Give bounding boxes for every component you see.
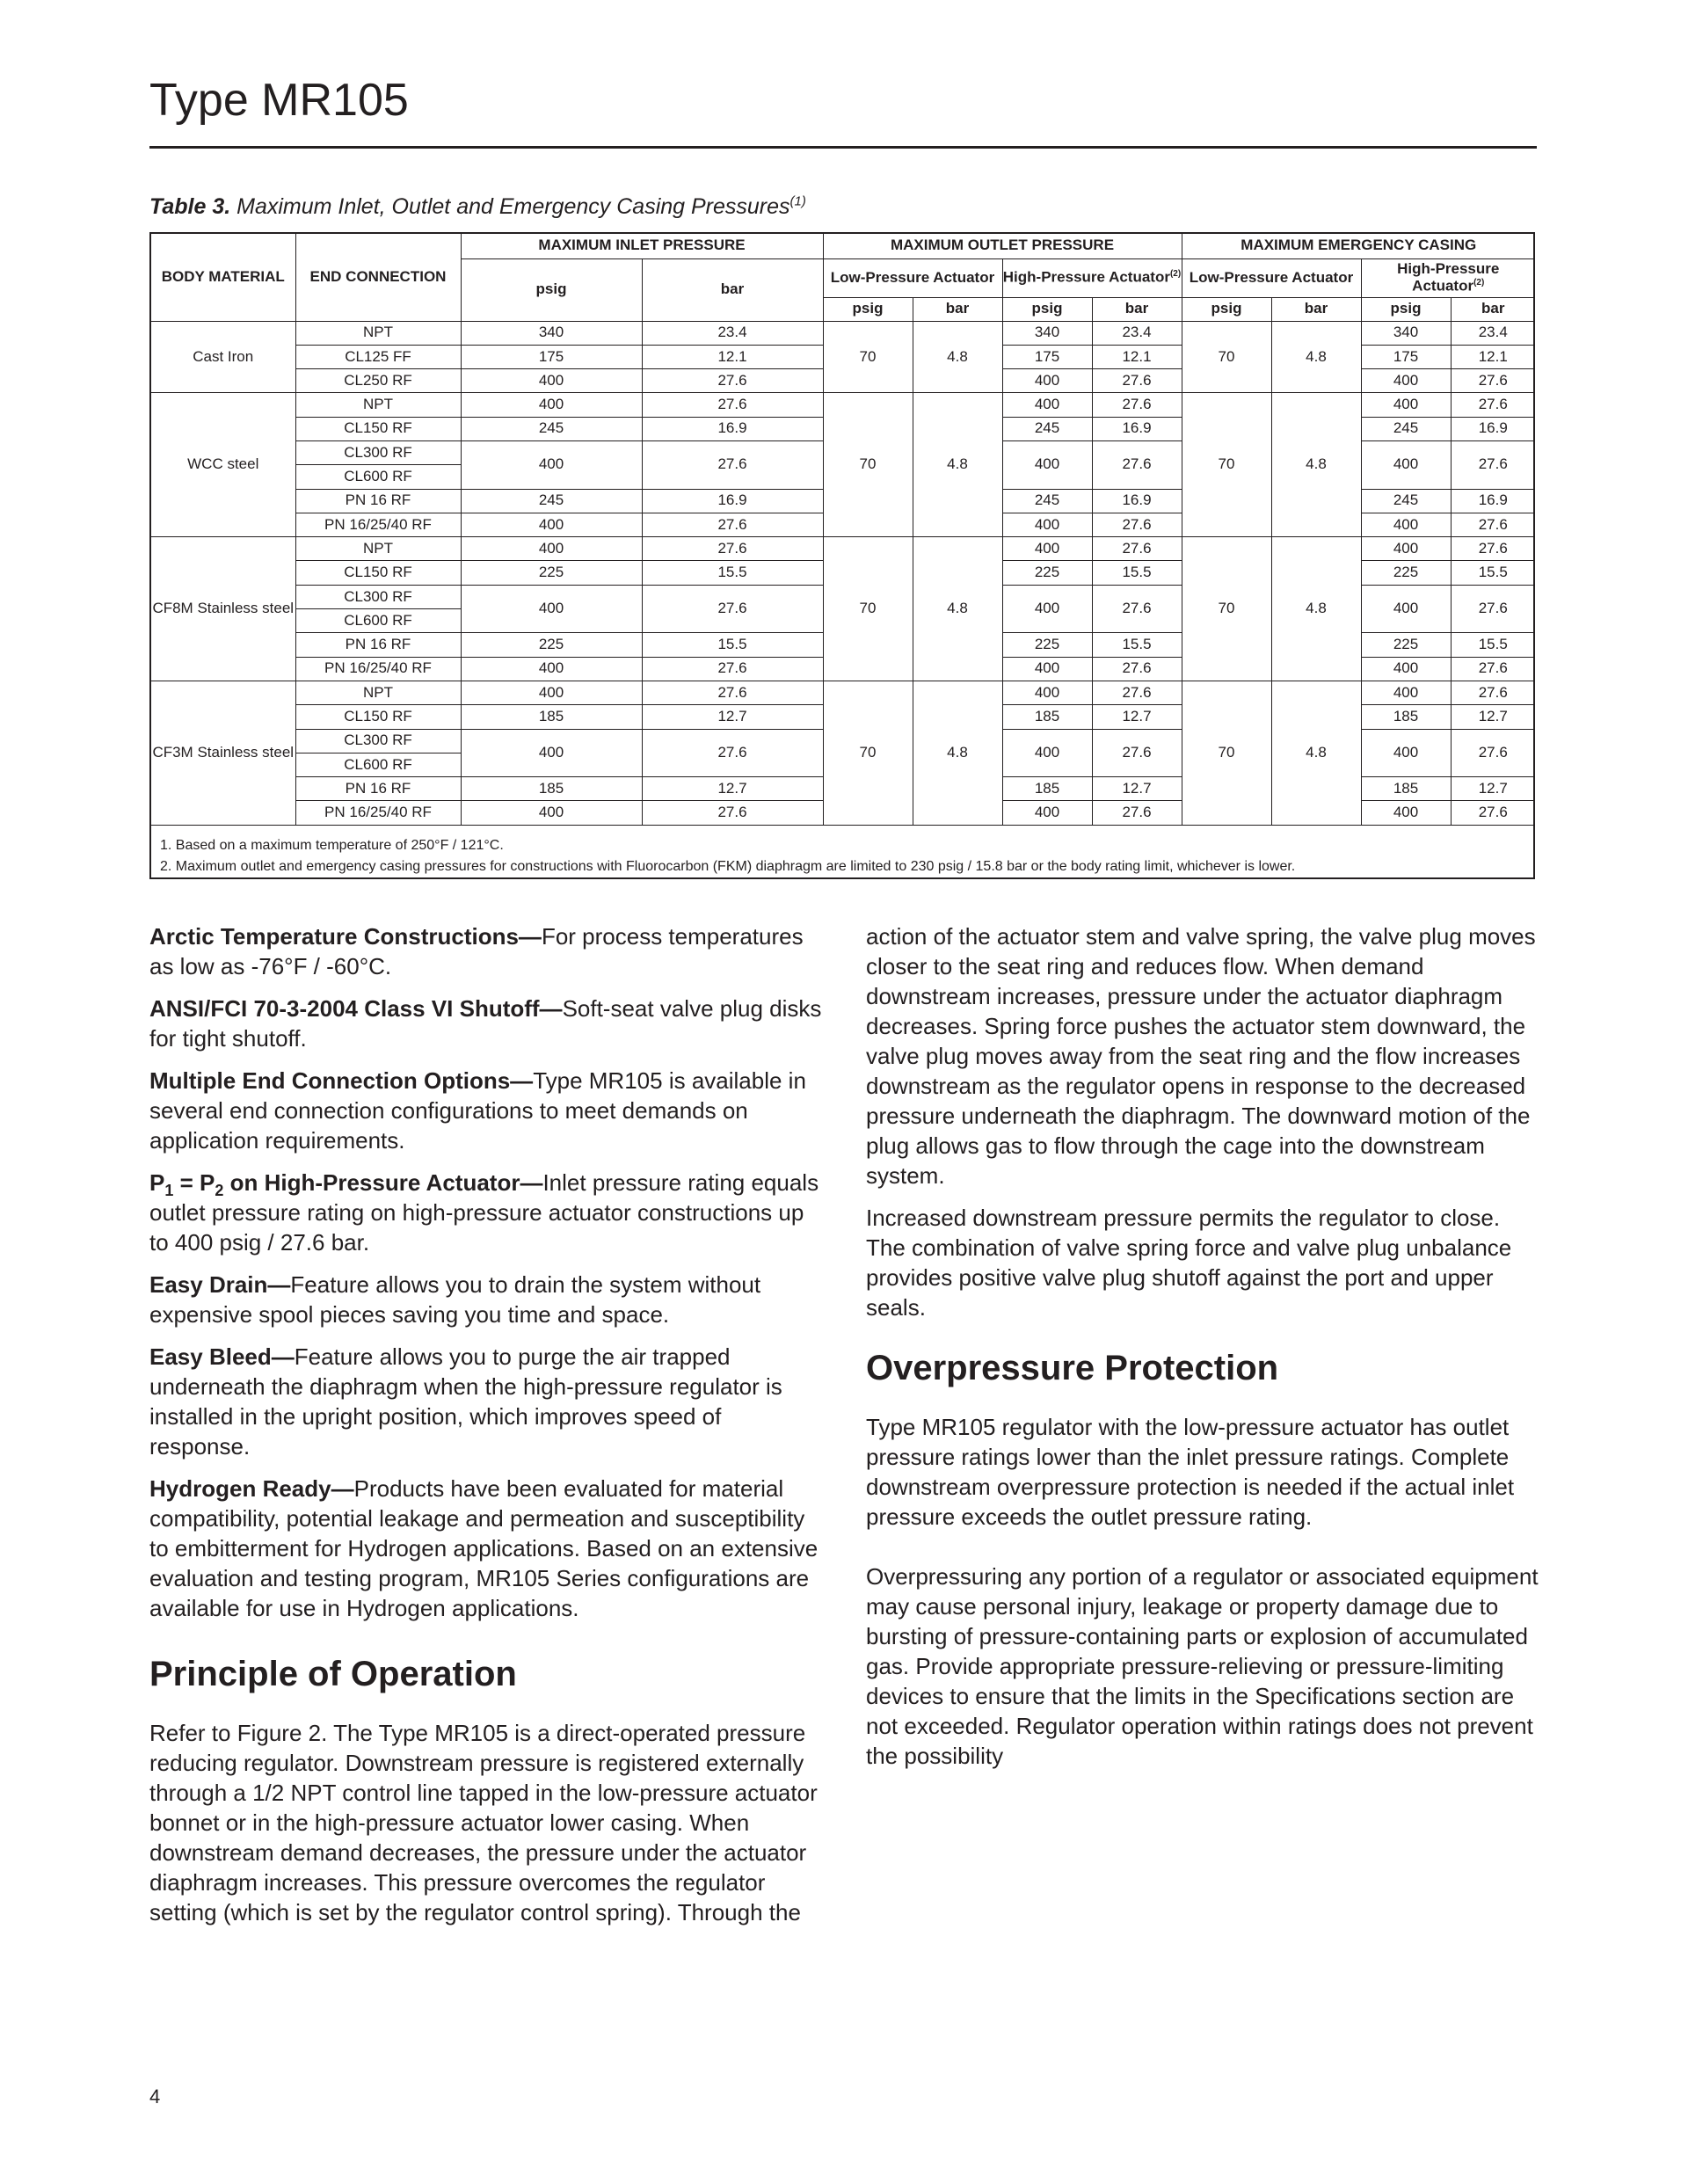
feature-text: Type MR105 is available in several end connection configurations to meet demands on application requirements. <box>149 1067 806 1154</box>
table-row <box>151 234 1535 258</box>
page-number: 4 <box>149 2086 161 2108</box>
outlet-high-bar-cell: 12.7 <box>1092 777 1182 801</box>
principle-heading: Principle of Operation <box>149 1655 517 1693</box>
outlet-low-bar-cell: 4.8 <box>913 393 1002 537</box>
emergency-high-bar-cell: 27.6 <box>1451 657 1535 681</box>
inlet-psig-cell: 400 <box>461 681 642 704</box>
emergency-high-psig-cell: 175 <box>1361 345 1451 368</box>
outlet-high-bar-cell: 15.5 <box>1092 561 1182 585</box>
principle-paragraph-2: Increased downstream pressure permits the regulator to close. The combination of valve spring force and valve plug unbalance provides positive valve plug shutoff against the port and upper seals. <box>866 1205 1512 1321</box>
outlet-low-psig-cell: 70 <box>823 321 913 393</box>
header-psig: psig <box>823 297 913 321</box>
emergency-high-bar-cell: 16.9 <box>1451 489 1535 513</box>
feature-end-connection <box>149 1066 826 1155</box>
emergency-low-psig-cell: 70 <box>1182 321 1271 393</box>
inlet-bar-cell: 27.6 <box>642 537 823 561</box>
outlet-high-bar-cell: 27.6 <box>1092 369 1182 393</box>
feature-easy-drain <box>149 1270 826 1329</box>
inlet-bar-cell: 27.6 <box>642 585 823 633</box>
inlet-bar-cell: 15.5 <box>642 633 823 657</box>
emergency-low-bar-cell: 4.8 <box>1271 321 1361 393</box>
outlet-high-bar-cell: 27.6 <box>1092 801 1182 825</box>
outlet-high-bar-cell: 27.6 <box>1092 537 1182 561</box>
table-caption-label: Table 3. <box>149 194 231 219</box>
feature-lead: Easy Bleed— <box>149 1343 295 1370</box>
outlet-high-bar-cell: 16.9 <box>1092 489 1182 513</box>
outlet-high-psig-cell: 400 <box>1002 513 1092 536</box>
inlet-psig-cell: 245 <box>461 417 642 440</box>
end-connection-cell: PN 16/25/40 RF <box>295 513 461 536</box>
feature-p1-p2 <box>149 1168 826 1257</box>
feature-text: Products have been evaluated for material compatibility, potential leakage and permeation and susceptibility to embitterment for Hydrogen applications. Based on an extensive evaluation and testing program, MR105 Series configurations are available for use in Hydrogen applications. <box>149 1475 819 1621</box>
emergency-low-psig-cell: 70 <box>1182 393 1271 537</box>
header-inlet-bar: bar <box>642 258 823 321</box>
emergency-high-bar-cell: 27.6 <box>1451 801 1535 825</box>
end-connection-cell: CL300 RF <box>295 585 461 608</box>
overpressure-paragraph-2: Overpressuring any portion of a regulator or associated equipment may cause personal injury, leakage or property damage due to bursting of pressure-containing parts or explosion of accumulated gas. Provide appropriate pressure-relieving or pressure-limiting devices to ensure that the limits in the Specifications section are not exceeded. Regulator operation within ratings does not prevent the possibility <box>866 1563 1539 1769</box>
emergency-high-psig-cell: 225 <box>1361 561 1451 585</box>
header-bar: bar <box>1271 297 1361 321</box>
end-connection-cell: CL250 RF <box>295 369 461 393</box>
header-max-emergency: MAXIMUM EMERGENCY CASING <box>1182 234 1535 258</box>
header-bar: bar <box>1451 297 1535 321</box>
inlet-psig-cell: 400 <box>461 369 642 393</box>
outlet-high-psig-cell: 340 <box>1002 321 1092 345</box>
pressure-table-box <box>149 232 1535 879</box>
inlet-bar-cell: 12.1 <box>642 345 823 368</box>
inlet-psig-cell: 245 <box>461 489 642 513</box>
header-body-material: BODY MATERIAL <box>151 234 295 321</box>
feature-lead: Multiple End Connection Options— <box>149 1067 534 1094</box>
end-connection-cell: NPT <box>295 393 461 417</box>
inlet-bar-cell: 27.6 <box>642 729 823 777</box>
header-psig: psig <box>1182 297 1271 321</box>
emergency-high-bar-cell: 27.6 <box>1451 537 1535 561</box>
inlet-psig-cell: 400 <box>461 537 642 561</box>
inlet-bar-cell: 27.6 <box>642 393 823 417</box>
emergency-high-psig-cell: 400 <box>1361 801 1451 825</box>
outlet-high-psig-cell: 400 <box>1002 440 1092 489</box>
header-emergency-low-actuator: Low-Pressure Actuator <box>1182 258 1361 297</box>
inlet-bar-cell: 27.6 <box>642 681 823 704</box>
emergency-high-psig-cell: 340 <box>1361 321 1451 345</box>
feature-text: Feature allows you to drain the system without expensive spool pieces saving you time and space. <box>149 1271 761 1328</box>
emergency-high-bar-cell: 16.9 <box>1451 417 1535 440</box>
title-rule <box>149 146 1537 149</box>
outlet-high-bar-cell: 27.6 <box>1092 393 1182 417</box>
feature-easy-bleed <box>149 1342 826 1461</box>
inlet-psig-cell: 225 <box>461 633 642 657</box>
inlet-psig-cell: 400 <box>461 440 642 489</box>
header-end-connection: END CONNECTION <box>295 234 461 321</box>
end-connection-cell: CL300 RF <box>295 729 461 753</box>
end-connection-cell: PN 16 RF <box>295 633 461 657</box>
emergency-high-bar-cell: 23.4 <box>1451 321 1535 345</box>
feature-hydrogen <box>149 1474 826 1623</box>
end-connection-cell: PN 16/25/40 RF <box>295 657 461 681</box>
emergency-low-psig-cell: 70 <box>1182 537 1271 681</box>
outlet-high-psig-cell: 400 <box>1002 729 1092 777</box>
outlet-high-psig-cell: 400 <box>1002 585 1092 633</box>
outlet-high-bar-cell: 16.9 <box>1092 417 1182 440</box>
end-connection-cell: NPT <box>295 321 461 345</box>
emergency-high-psig-cell: 400 <box>1361 585 1451 633</box>
lead-eq: = P <box>173 1169 215 1196</box>
outlet-low-psig-cell: 70 <box>823 393 913 537</box>
outlet-high-psig-cell: 400 <box>1002 369 1092 393</box>
emergency-high-psig-cell: 225 <box>1361 633 1451 657</box>
body-material-cell: WCC steel <box>151 393 295 537</box>
inlet-bar-cell: 16.9 <box>642 489 823 513</box>
emergency-high-bar-cell: 27.6 <box>1451 681 1535 704</box>
emergency-high-bar-cell: 15.5 <box>1451 561 1535 585</box>
emergency-high-psig-cell: 185 <box>1361 777 1451 801</box>
emergency-high-bar-cell: 12.7 <box>1451 705 1535 729</box>
inlet-psig-cell: 225 <box>461 561 642 585</box>
inlet-psig-cell: 400 <box>461 801 642 825</box>
end-connection-cell: CL300 RF <box>295 440 461 464</box>
table-row <box>151 681 1535 704</box>
emergency-high-psig-cell: 400 <box>1361 681 1451 704</box>
emergency-high-bar-cell: 27.6 <box>1451 393 1535 417</box>
end-connection-cell: CL150 RF <box>295 417 461 440</box>
table-footnotes <box>160 835 1295 877</box>
outlet-high-bar-cell: 15.5 <box>1092 633 1182 657</box>
feature-text: For process temperatures as low as -76°F / -60°C. <box>149 923 804 979</box>
outlet-high-bar-cell: 27.6 <box>1092 657 1182 681</box>
outlet-low-bar-cell: 4.8 <box>913 681 1002 825</box>
outlet-high-bar-cell: 27.6 <box>1092 585 1182 633</box>
inlet-psig-cell: 340 <box>461 321 642 345</box>
inlet-bar-cell: 23.4 <box>642 321 823 345</box>
outlet-low-bar-cell: 4.8 <box>913 321 1002 393</box>
header-outlet-low-actuator: Low-Pressure Actuator <box>823 258 1002 297</box>
outlet-high-psig-cell: 245 <box>1002 417 1092 440</box>
table-footnote-2: 2. Maximum outlet and emergency casing pressures for constructions with Fluorocarbon (FKM) diaphragm are limited to 230 psig / 15.8 bar or the body rating limit, whichever is lower. <box>160 859 1296 874</box>
principle-paragraph-1-cont: action of the actuator stem and valve spring, the valve plug moves closer to the seat ring and reduces flow. When demand downstream increases, pressure under the actuator diaphragm decreases. Spring force pushes the actuator stem downward, the valve plug moves away from the seat ring and the flow increases downstream as the regulator opens in response to the decreased pressure underneath the diaphragm. The downward motion of the plug allows gas to flow through the cage into the downstream system. <box>866 923 1536 1189</box>
feature-lead: Easy Drain— <box>149 1271 291 1298</box>
lead-p: P <box>149 1169 165 1196</box>
overpressure-paragraph-1: Type MR105 regulator with the low-pressure actuator has outlet pressure ratings lower than the inlet pressure ratings. Complete downstream overpressure protection is needed if the actual inlet pressure exceeds the outlet pressure rating. <box>866 1414 1515 1530</box>
header-bar: bar <box>913 297 1002 321</box>
inlet-bar-cell: 15.5 <box>642 561 823 585</box>
outlet-high-psig-cell: 225 <box>1002 561 1092 585</box>
emergency-high-bar-cell: 27.6 <box>1451 729 1535 777</box>
table-footnote-1: 1. Based on a maximum temperature of 250°F / 121°C. <box>160 838 504 853</box>
outlet-high-bar-cell: 27.6 <box>1092 729 1182 777</box>
pressure-table <box>151 234 1535 826</box>
outlet-low-psig-cell: 70 <box>823 681 913 825</box>
inlet-bar-cell: 27.6 <box>642 440 823 489</box>
inlet-psig-cell: 175 <box>461 345 642 368</box>
emergency-high-psig-cell: 400 <box>1361 393 1451 417</box>
emergency-high-psig-cell: 400 <box>1361 440 1451 489</box>
outlet-high-bar-cell: 27.6 <box>1092 513 1182 536</box>
outlet-high-bar-cell: 27.6 <box>1092 681 1182 704</box>
emergency-high-psig-cell: 185 <box>1361 705 1451 729</box>
header-max-inlet: MAXIMUM INLET PRESSURE <box>461 234 823 258</box>
outlet-low-psig-cell: 70 <box>823 537 913 681</box>
inlet-bar-cell: 12.7 <box>642 705 823 729</box>
feature-lead <box>149 1169 543 1200</box>
left-column <box>149 921 826 1940</box>
emergency-high-psig-cell: 245 <box>1361 417 1451 440</box>
outlet-high-bar-cell: 27.6 <box>1092 440 1182 489</box>
feature-text: Soft-seat valve plug disks for tight shutoff. <box>149 995 822 1052</box>
end-connection-cell: PN 16 RF <box>295 489 461 513</box>
inlet-bar-cell: 16.9 <box>642 417 823 440</box>
lead-rest: on High-Pressure Actuator— <box>223 1169 543 1196</box>
inlet-psig-cell: 400 <box>461 729 642 777</box>
inlet-psig-cell: 400 <box>461 513 642 536</box>
emergency-low-psig-cell: 70 <box>1182 681 1271 825</box>
lead-sub-1: 1 <box>164 1182 174 1200</box>
body-material-cell: CF8M Stainless steel <box>151 537 295 681</box>
header-psig: psig <box>1002 297 1092 321</box>
end-connection-cell: CL600 RF <box>295 465 461 489</box>
header-inlet-psig: psig <box>461 258 642 321</box>
emergency-low-bar-cell: 4.8 <box>1271 537 1361 681</box>
feature-text: Feature allows you to purge the air trapped underneath the diaphragm when the high-pressure regulator is installed in the upright position, which improves speed of response. <box>149 1343 782 1460</box>
outlet-high-psig-cell: 400 <box>1002 801 1092 825</box>
outlet-high-psig-cell: 400 <box>1002 681 1092 704</box>
overpressure-heading: Overpressure Protection <box>866 1349 1279 1387</box>
feature-lead: Hydrogen Ready— <box>149 1475 354 1502</box>
outlet-high-psig-cell: 400 <box>1002 537 1092 561</box>
outlet-high-psig-cell: 185 <box>1002 705 1092 729</box>
header-psig: psig <box>1361 297 1451 321</box>
table-caption-text: Maximum Inlet, Outlet and Emergency Casing Pressures <box>230 194 790 219</box>
emergency-high-psig-cell: 400 <box>1361 369 1451 393</box>
emergency-high-bar-cell: 27.6 <box>1451 440 1535 489</box>
emergency-high-psig-cell: 400 <box>1361 729 1451 777</box>
inlet-bar-cell: 27.6 <box>642 513 823 536</box>
header-max-outlet: MAXIMUM OUTLET PRESSURE <box>823 234 1182 258</box>
inlet-psig-cell: 400 <box>461 585 642 633</box>
end-connection-cell: CL125 FF <box>295 345 461 368</box>
emergency-high-bar-cell: 15.5 <box>1451 633 1535 657</box>
end-connection-cell: CL150 RF <box>295 561 461 585</box>
outlet-high-psig-cell: 245 <box>1002 489 1092 513</box>
inlet-psig-cell: 400 <box>461 657 642 681</box>
table-row <box>151 393 1535 417</box>
inlet-psig-cell: 400 <box>461 393 642 417</box>
outlet-high-psig-cell: 400 <box>1002 393 1092 417</box>
emergency-high-bar-cell: 27.6 <box>1451 513 1535 536</box>
emergency-high-psig-cell: 400 <box>1361 657 1451 681</box>
header-outlet-high-actuator: High-Pressure Actuator$^{(2)}$ <box>1002 258 1182 297</box>
emergency-high-psig-cell: 400 <box>1361 513 1451 536</box>
inlet-psig-cell: 185 <box>461 705 642 729</box>
outlet-high-bar-cell: 12.7 <box>1092 705 1182 729</box>
emergency-high-psig-cell: 245 <box>1361 489 1451 513</box>
end-connection-cell: PN 16 RF <box>295 777 461 801</box>
lead-sub-2: 2 <box>215 1182 224 1200</box>
end-connection-cell: PN 16/25/40 RF <box>295 801 461 825</box>
feature-arctic <box>149 921 826 981</box>
outlet-low-bar-cell: 4.8 <box>913 537 1002 681</box>
feature-lead: ANSI/FCI 70-3-2004 Class VI Shutoff— <box>149 995 563 1022</box>
inlet-bar-cell: 12.7 <box>642 777 823 801</box>
feature-shutoff <box>149 994 826 1053</box>
end-connection-cell: NPT <box>295 681 461 704</box>
inlet-psig-cell: 185 <box>461 777 642 801</box>
outlet-high-psig-cell: 175 <box>1002 345 1092 368</box>
end-connection-cell: CL600 RF <box>295 609 461 633</box>
body-material-cell: CF3M Stainless steel <box>151 681 295 825</box>
emergency-high-bar-cell: 27.6 <box>1451 369 1535 393</box>
table-caption <box>149 193 806 220</box>
emergency-high-bar-cell: 12.7 <box>1451 777 1535 801</box>
inlet-bar-cell: 27.6 <box>642 369 823 393</box>
feature-text: Inlet pressure rating equals outlet pressure rating on high-pressure actuator constructions up to 400 psig / 27.6 bar. <box>149 1169 819 1256</box>
emergency-low-bar-cell: 4.8 <box>1271 681 1361 825</box>
principle-paragraph-1: Refer to Figure 2. The Type MR105 is a direct-operated pressure reducing regulator. Downstream pressure is registered externally through a 1/2 NPT control line tapped in the low-pressure actuator bonnet or in the high-pressure actuator lower casing. When downstream demand decreases, the pressure under the actuator diaphragm increases. This pressure overcomes the regulator setting (which is set by the regulator control spring). Through the <box>149 1720 818 1926</box>
outlet-high-bar-cell: 12.1 <box>1092 345 1182 368</box>
emergency-low-bar-cell: 4.8 <box>1271 393 1361 537</box>
inlet-bar-cell: 27.6 <box>642 657 823 681</box>
header-emergency-high-actuator: High-Pressure Actuator$^{(2)}$ <box>1361 258 1535 297</box>
page-title: Type MR105 <box>149 75 409 126</box>
right-column <box>866 921 1539 1783</box>
emergency-high-bar-cell: 12.1 <box>1451 345 1535 368</box>
emergency-high-psig-cell: 400 <box>1361 537 1451 561</box>
feature-lead: Arctic Temperature Constructions— <box>149 923 542 950</box>
body-material-cell: Cast Iron <box>151 321 295 393</box>
end-connection-cell: CL150 RF <box>295 705 461 729</box>
header-bar: bar <box>1092 297 1182 321</box>
table-row <box>151 537 1535 561</box>
inlet-bar-cell: 27.6 <box>642 801 823 825</box>
emergency-high-bar-cell: 27.6 <box>1451 585 1535 633</box>
outlet-high-psig-cell: 225 <box>1002 633 1092 657</box>
outlet-high-psig-cell: 400 <box>1002 657 1092 681</box>
end-connection-cell: CL600 RF <box>295 753 461 776</box>
outlet-high-psig-cell: 185 <box>1002 777 1092 801</box>
table-caption-footnote-ref: (1) <box>789 193 806 209</box>
table-row <box>151 321 1535 345</box>
end-connection-cell: NPT <box>295 537 461 561</box>
outlet-high-bar-cell: 23.4 <box>1092 321 1182 345</box>
